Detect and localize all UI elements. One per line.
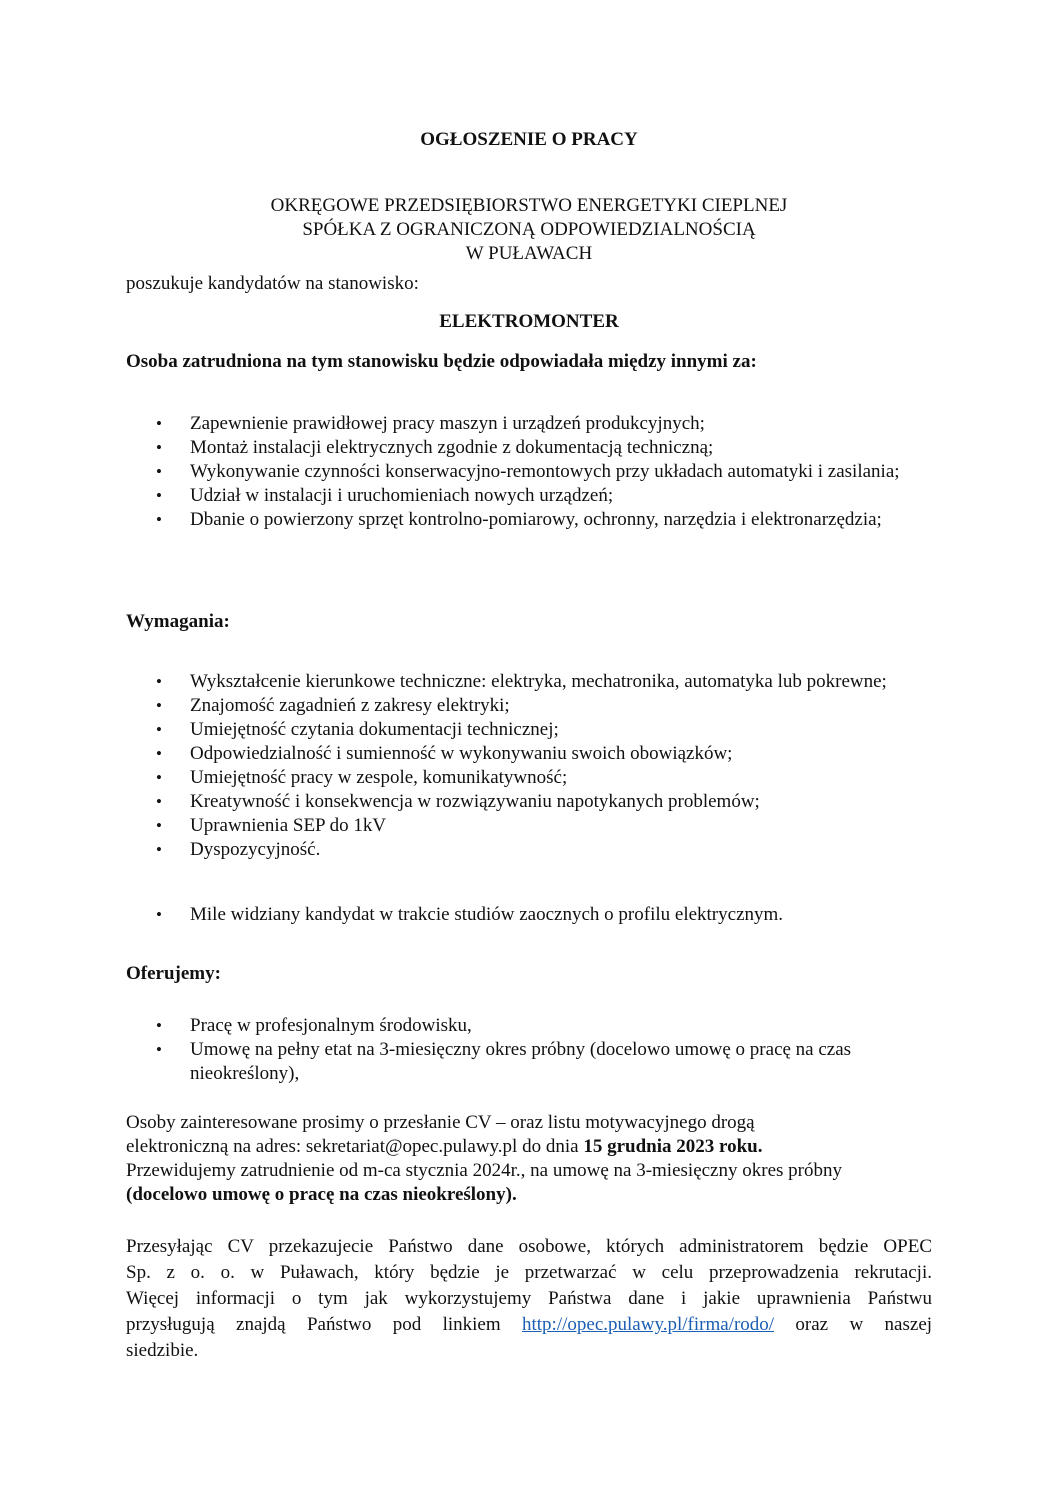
privacy-line-4-suffix: oraz w naszej xyxy=(795,1314,933,1335)
list-item: • Znajomość zagadnień z zakresy elektryki; xyxy=(126,694,946,718)
list-item: • Umiejętność pracy w zespole, komunikatywność; xyxy=(126,766,946,790)
responsibilities-list xyxy=(126,412,946,532)
list-item: • Odpowiedzialność i sumienność w wykonywaniu swoich obowiązków; xyxy=(126,742,946,766)
application-deadline: 15 grudnia 2023 roku. xyxy=(583,1136,763,1157)
application-line-2 xyxy=(126,1135,932,1159)
application-paragraph xyxy=(126,1111,932,1207)
list-item: • Uprawnienia SEP do 1kV xyxy=(126,814,946,838)
privacy-line-4-text: przysługują znajdą Państwo pod linkiem xyxy=(126,1314,501,1335)
application-line-1: Osoby zainteresowane prosimy o przesłanie CV – oraz listu motywacyjnego drogą xyxy=(126,1112,755,1133)
privacy-paragraph xyxy=(126,1235,932,1365)
requirements-heading: Wymagania: xyxy=(126,611,230,632)
company-name-line-2: SPÓŁKA Z OGRANICZONĄ ODPOWIEDZIALNOŚCIĄ xyxy=(302,219,756,240)
seeking-text: poszukuje kandydatów na stanowisko: xyxy=(126,273,419,294)
list-item: • Kreatywność i konsekwencja w rozwiązywaniu napotykanych problemów; xyxy=(126,790,946,814)
list-item: • Wykształcenie kierunkowe techniczne: elektryka, mechatronika, automatyka lub pokrewne; xyxy=(126,670,946,694)
offer-heading: Oferujemy: xyxy=(126,963,221,984)
application-line-3: Przewidujemy zatrudnienie od m-ca stycznia 2024r., na umowę na 3-miesięczny okres próbny xyxy=(126,1160,842,1181)
offer-list xyxy=(126,1014,946,1086)
list-item: • Dyspozycyjność. xyxy=(126,838,946,862)
list-item: • Wykonywanie czynności konserwacyjno-remontowych przy układach automatyki i zasilania; xyxy=(126,460,946,484)
list-item: • Montaż instalacji elektrycznych zgodnie z dokumentacją techniczną; xyxy=(126,436,946,460)
privacy-line-2: Sp. z o. o. w Puławach, który będzie je przetwarzać w celu przeprowadzenia rekrutacji. xyxy=(126,1262,932,1283)
company-name-line-3: W PUŁAWACH xyxy=(465,243,593,264)
list-item: • Udział w instalacji i uruchomieniach nowych urządzeń; xyxy=(126,484,946,508)
application-line-4: (docelowo umowę o pracę na czas nieokreślony). xyxy=(126,1184,517,1205)
rodo-link[interactable]: http://opec.pulawy.pl/firma/rodo/ xyxy=(522,1314,775,1335)
company-name-line-1: OKRĘGOWE PRZEDSIĘBIORSTWO ENERGETYKI CIEPLNEJ xyxy=(270,195,788,216)
position-title: ELEKTROMONTER xyxy=(439,311,619,332)
privacy-line-3: Więcej informacji o tym jak wykorzystujemy Państwa dane i jakie uprawnienia Państwu xyxy=(126,1288,932,1309)
privacy-line-5: siedzibie. xyxy=(126,1340,199,1361)
list-item: • Umiejętność czytania dokumentacji technicznej; xyxy=(126,718,946,742)
list-item: • Zapewnienie prawidłowej pracy maszyn i urządzeń produkcyjnych; xyxy=(126,412,946,436)
requirements-extra-list xyxy=(126,903,946,927)
document-title: OGŁOSZENIE O PRACY xyxy=(420,129,638,150)
list-item: • Umowę na pełny etat na 3-miesięczny okres próbny (docelowo umowę o pracę na czas nieokreślony), xyxy=(126,1038,946,1086)
company-name xyxy=(0,194,1058,266)
application-line-2-text: elektroniczną na adres: sekretariat@opec.pulawy.pl do dnia xyxy=(126,1136,584,1157)
responsibilities-heading: Osoba zatrudniona na tym stanowisku będzie odpowiadała między innymi za: xyxy=(126,351,757,372)
list-item: • Mile widziany kandydat w trakcie studiów zaocznych o profilu elektrycznym. xyxy=(126,903,946,927)
privacy-line-4 xyxy=(126,1313,932,1339)
requirements-list xyxy=(126,670,946,862)
privacy-line-1: Przesyłając CV przekazujecie Państwo dane osobowe, których administratorem będzie OPEC xyxy=(126,1236,932,1257)
list-item: • Pracę w profesjonalnym środowisku, xyxy=(126,1014,946,1038)
list-item: • Dbanie o powierzony sprzęt kontrolno-pomiarowy, ochronny, narzędzia i elektronarzędzia; xyxy=(126,508,946,532)
